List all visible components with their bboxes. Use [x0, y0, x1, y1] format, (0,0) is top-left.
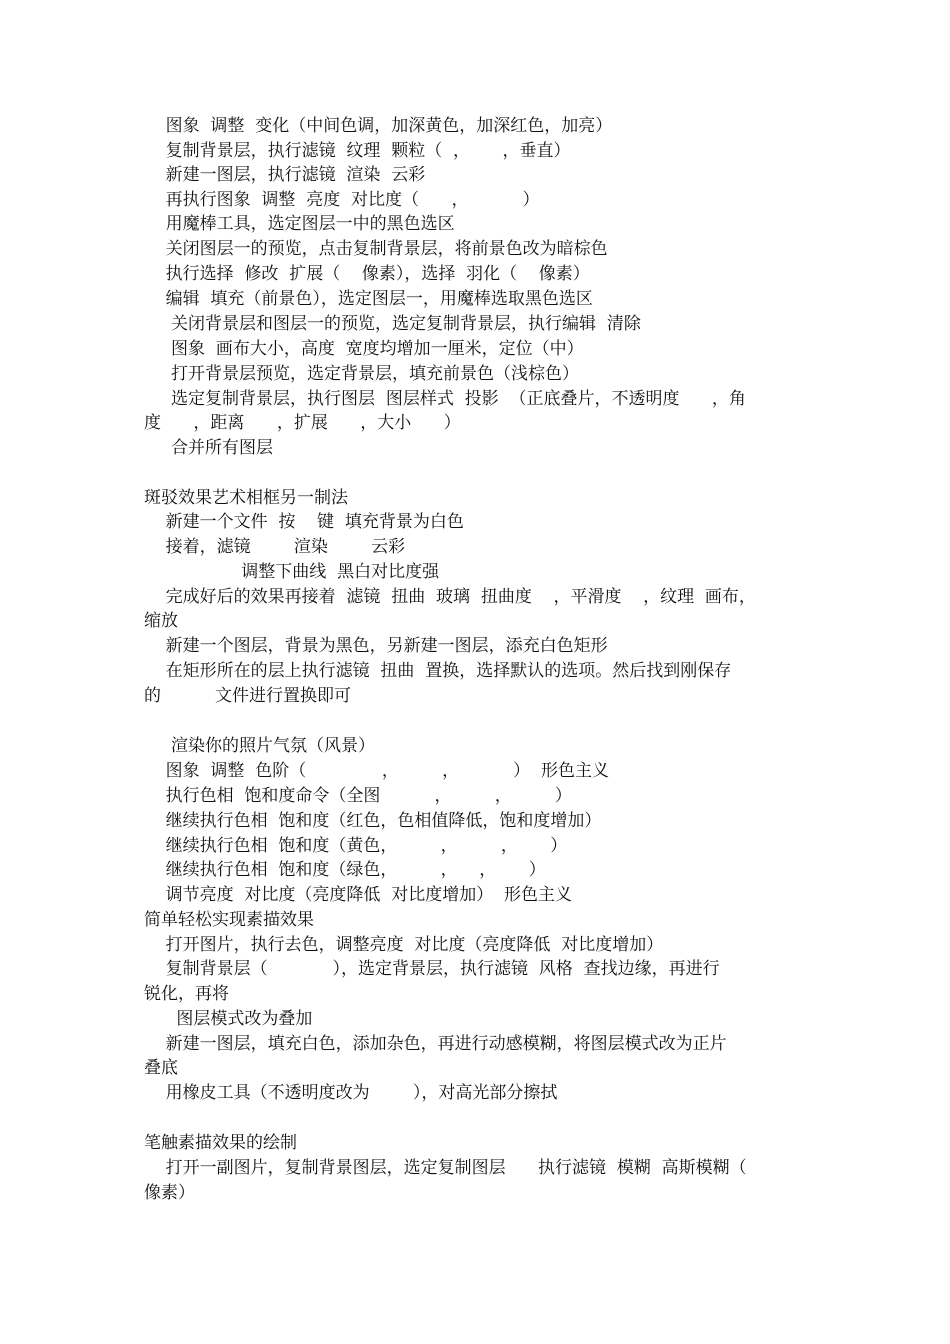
- text-line: 关闭背景层和图层一的预览，选定复制背景层，执行编辑 清除: [144, 314, 641, 334]
- text-line: 打开一副图片，复制背景图层，选定复制图层 执行滤镜 模糊 高斯模糊（: [144, 1158, 747, 1178]
- text-line: 编辑 填充（前景色），选定图层一，用魔棒选取黑色选区: [144, 289, 593, 309]
- text-line: 图象 调整 变化（中间色调，加深黄色，加深红色，加亮）: [144, 116, 613, 136]
- text-line: 继续执行色相 饱和度（黄色， ， ， ）: [144, 836, 568, 856]
- text-line: 新建一图层，填充白色，添加杂色，再进行动感模糊，将图层模式改为正片: [144, 1034, 727, 1054]
- text-line: 图象 画布大小，高度 宽度均增加一厘米，定位（中）: [144, 339, 584, 359]
- text-line: 再执行图象 调整 亮度 对比度（ ， ）: [144, 190, 540, 210]
- text-line: 新建一个文件 按 键 填充背景为白色: [144, 512, 464, 532]
- text-line: 用魔棒工具，选定图层一中的黑色选区: [144, 214, 455, 234]
- section-heading: 笔触素描效果的绘制: [144, 1133, 297, 1153]
- text-line: 图象 调整 色阶（ ， ， ） 形色主义: [144, 761, 609, 781]
- text-line: 图层模式改为叠加: [144, 1009, 313, 1029]
- text-line: 继续执行色相 饱和度（红色，色相值降低，饱和度增加）: [144, 811, 602, 831]
- text-line: 执行选择 修改 扩展（ 像素），选择 羽化（ 像素）: [144, 264, 590, 284]
- text-line: 度 ，距离 ，扩展 ，大小 ）: [144, 413, 461, 433]
- text-line: 打开背景层预览，选定背景层，填充前景色（浅棕色）: [144, 364, 580, 384]
- text-line: 选定复制背景层，执行图层 图层样式 投影 （正底叠片，不透明度 ，角: [144, 389, 746, 409]
- text-line: 新建一个图层，背景为黑色，另新建一图层，添充白色矩形: [144, 636, 608, 656]
- text-line: 叠底: [144, 1058, 178, 1078]
- text-line: 用橡皮工具（不透明度改为 ），对高光部分擦拭: [144, 1083, 558, 1103]
- text-line: 关闭图层一的预览，点击复制背景层，将前景色改为暗棕色: [144, 239, 608, 259]
- text-line: 复制背景层（ ），选定背景层，执行滤镜 风格 查找边缘，再进行: [144, 959, 720, 979]
- text-line: 调整下曲线 黑白对比度强: [144, 562, 440, 582]
- text-line: 完成好后的效果再接着 滤镜 扭曲 玻璃 扭曲度 ，平滑度 ，纹理 画布，: [144, 587, 756, 607]
- section-heading: 斑驳效果艺术相框另一制法: [144, 488, 348, 508]
- section-heading: 简单轻松实现素描效果: [144, 910, 314, 930]
- text-line: 合并所有图层: [144, 438, 274, 458]
- text-line: 接着，滤镜 渲染 云彩: [144, 537, 406, 557]
- text-line: 调节亮度 对比度（亮度降低 对比度增加） 形色主义: [144, 885, 573, 905]
- text-line: 继续执行色相 饱和度（绿色， ， ， ）: [144, 860, 546, 880]
- text-line: 打开图片，执行去色，调整亮度 对比度（亮度降低 对比度增加）: [144, 935, 664, 955]
- text-line: 在矩形所在的层上执行滤镜 扭曲 置换，选择默认的选项。然后找到刚保存: [144, 661, 732, 681]
- text-line: 锐化，再将: [144, 984, 229, 1004]
- text-line: 缩放: [144, 611, 178, 631]
- section-heading: 渲染你的照片气氛（风景）: [144, 736, 376, 756]
- text-line: 像素）: [144, 1183, 195, 1203]
- text-line: 的 文件进行置换即可: [144, 686, 352, 706]
- text-line: 执行色相 饱和度命令（全图 ， ， ）: [144, 786, 572, 806]
- text-line: 新建一图层，执行滤镜 渲染 云彩: [144, 165, 426, 185]
- text-line: 复制背景层，执行滤镜 纹理 颗粒（ ， ，垂直）: [144, 141, 571, 161]
